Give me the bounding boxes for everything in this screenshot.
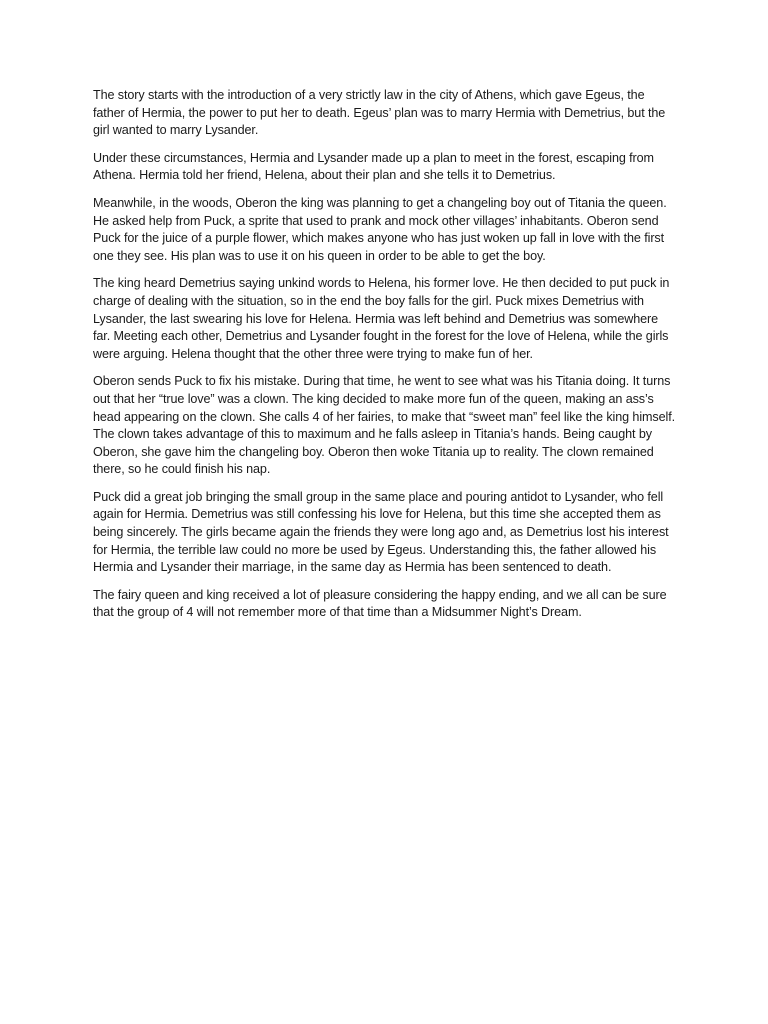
paragraph-1: The story starts with the introduction of a very strictly law in the city of Athens, which gave Egeus, the father of Hermia, the power to put her to death. Egeus’ plan was to marry Hermia with Demetrius, but the girl wanted to marry Lysander. [93,88,666,138]
paragraph-7: The fairy queen and king received a lot of pleasure considering the happy ending, and we all can be sure that the group of 4 will not remember more of that time than a Midsummer Night’s Dream. [93,587,667,620]
paragraph-2: Under these circumstances, Hermia and Lysander made up a plan to meet in the forest, escaping from Athena. Hermia told her friend, Helena, about their plan and she tells it to Demetrius. [93,150,654,183]
paragraph-3: Meanwhile, in the woods, Oberon the king was planning to get a changeling boy out of Titania the queen. He asked help from Puck, a sprite that used to prank and mock other villages’ inhabitants. Oberon send Puck for the juice of a purple flower, which makes anyone who has just woken up fall in love with the first one they see. His plan was to use it on his queen in order to be able to get the boy. [93,195,667,263]
paragraph-4: The king heard Demetrius saying unkind words to Helena, his former love. He then decided to put puck in charge of dealing with the situation, so in the end the boy falls for the girl. Puck mixes Demetrius with Lysander, the last swearing his love for Helena. Hermia was left behind and Demetrius was somewhere far. Meeting each other, Demetrius and Lysander fought in the forest for the love of Helena, while the girls were arguing. Helena thought that the other three were trying to make fun of her. [93,276,670,361]
document-body [93,87,678,632]
paragraph-6: Puck did a great job bringing the small group in the same place and pouring antidot to Lysander, who fell again for Hermia. Demetrius was still confessing his love for Helena, but this time she accepted them as being sincerely. The girls became again the friends they were long ago and, as Demetrius lost his interest for Hermia, the terrible law could no more be used by Egeus. Understanding this, the father allowed his Hermia and Lysander their marriage, in the same day as Hermia has been sentenced to death. [93,489,669,575]
paragraph-5: Oberon sends Puck to fix his mistake. During that time, he went to see what was his Titania doing. It turns out that her “true love” was a clown. The king decided to make more fun of the queen, making an ass’s head appearing on the clown. She calls 4 of her fairies, to make that “sweet man” feel like the king himself. The clown takes advantage of this to maximum and he falls asleep in Titania’s hands. Being caught by Oberon, she gave him the changeling boy. Oberon then woke Titania up to reality. The clown remained there, so he could finish his nap. [93,374,676,477]
